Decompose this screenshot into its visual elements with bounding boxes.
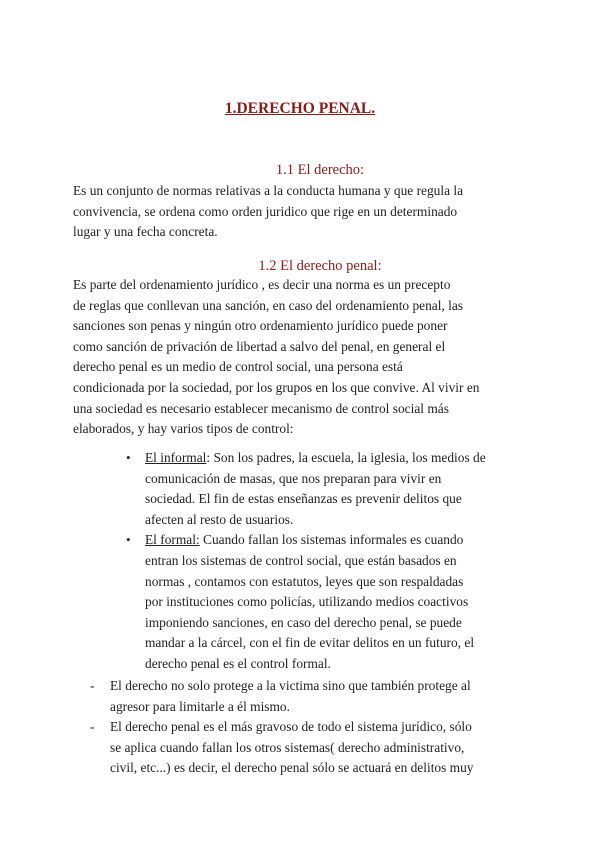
list-item-line xyxy=(145,448,538,469)
list-item-line: sociedad. El fin de estas enseñanzas es prevenir delitos que xyxy=(145,491,462,507)
list-item-line xyxy=(145,530,538,551)
list-item-line: derecho penal es el control formal. xyxy=(145,655,331,671)
paragraph-line: Es un conjunto de normas relativas a la conducta humana y que regula la xyxy=(73,183,464,198)
dash-item xyxy=(90,676,540,717)
list-item-line: normas , contamos con estatutos, leyes que son respaldadas xyxy=(145,573,464,589)
dash-item-line: se aplica cuando fallan los otros sistemas( derecho administrativo, xyxy=(110,739,465,755)
list-item-line: mandar a la cárcel, con el fin de evitar delitos en un futuro, el xyxy=(145,635,475,651)
paragraph-line: una sociedad es necesario establecer mecanismo de control social más xyxy=(73,400,449,416)
list-item-informal xyxy=(118,448,538,530)
list-item-line: imponiendo sanciones, en caso del derecho penal, se puede xyxy=(145,614,462,630)
paragraph-line: lugar y una fecha concreta. xyxy=(73,224,218,240)
paragraph-line: convivencia, se ordena como orden juridico que rige en un determinado xyxy=(73,203,458,219)
paragraph-line: como sanción de privación de libertad a salvo del penal, en general el xyxy=(73,338,446,354)
paragraph-line: sanciones son penas y ningún otro ordenamiento jurídico puede poner xyxy=(73,318,448,334)
paragraph-line: derecho penal es un medio de control social, una persona está xyxy=(73,359,403,375)
dash-item-line: civil, etc...) es decir, el derecho penal sólo se actuará en delitos muy xyxy=(110,760,474,776)
list-item-text: Son los padres, la escuela, la iglesia, los medios de xyxy=(213,450,486,465)
dash-item-line: - El derecho no solo protege a la victima sino que también protege al xyxy=(110,678,471,693)
section-heading-derecho-penal: 1.2 El derecho penal: xyxy=(258,258,382,274)
dash-item-line: agresor para limitarle a él mismo. xyxy=(110,698,290,714)
control-types-list xyxy=(118,448,538,675)
term-separator: : xyxy=(206,450,214,465)
paragraph-line: de reglas que conllevan una sanción, en caso del ordenamiento penal, las xyxy=(73,297,464,313)
dash-item xyxy=(90,717,540,779)
section-paragraph-derecho xyxy=(73,181,533,243)
term-formal: El formal: xyxy=(145,532,200,548)
paragraph-line: Es parte del ordenamiento jurídico , es decir una norma es un precepto xyxy=(73,277,451,292)
document-title: 1.DERECHO PENAL. xyxy=(224,100,376,117)
notes-list xyxy=(90,676,540,779)
paragraph-line: condicionada por la sociedad, por los grupos en los que convive. Al vivir en xyxy=(73,379,480,395)
list-item-line: afecten al resto de usuarios. xyxy=(145,511,294,527)
term-informal: El informal xyxy=(145,450,207,465)
list-item-text: Cuando fallan los sistemas informales es cuando xyxy=(203,532,464,548)
list-item-formal xyxy=(118,530,538,674)
section-heading-derecho: 1.1 El derecho: xyxy=(275,162,365,178)
list-item-line: entran los sistemas de control social, que están basados en xyxy=(145,552,457,568)
list-item-line: comunicación de masas, que nos preparan para vivir en xyxy=(145,470,442,486)
list-item-line: por instituciones como policías, utilizando medios coactivos xyxy=(145,594,469,610)
section-paragraph-derecho-penal xyxy=(73,275,533,440)
paragraph-line: elaborados, y hay varios tipos de control: xyxy=(73,421,294,437)
dash-item-line: - El derecho penal es el más gravoso de todo el sistema jurídico, sólo xyxy=(110,719,472,735)
